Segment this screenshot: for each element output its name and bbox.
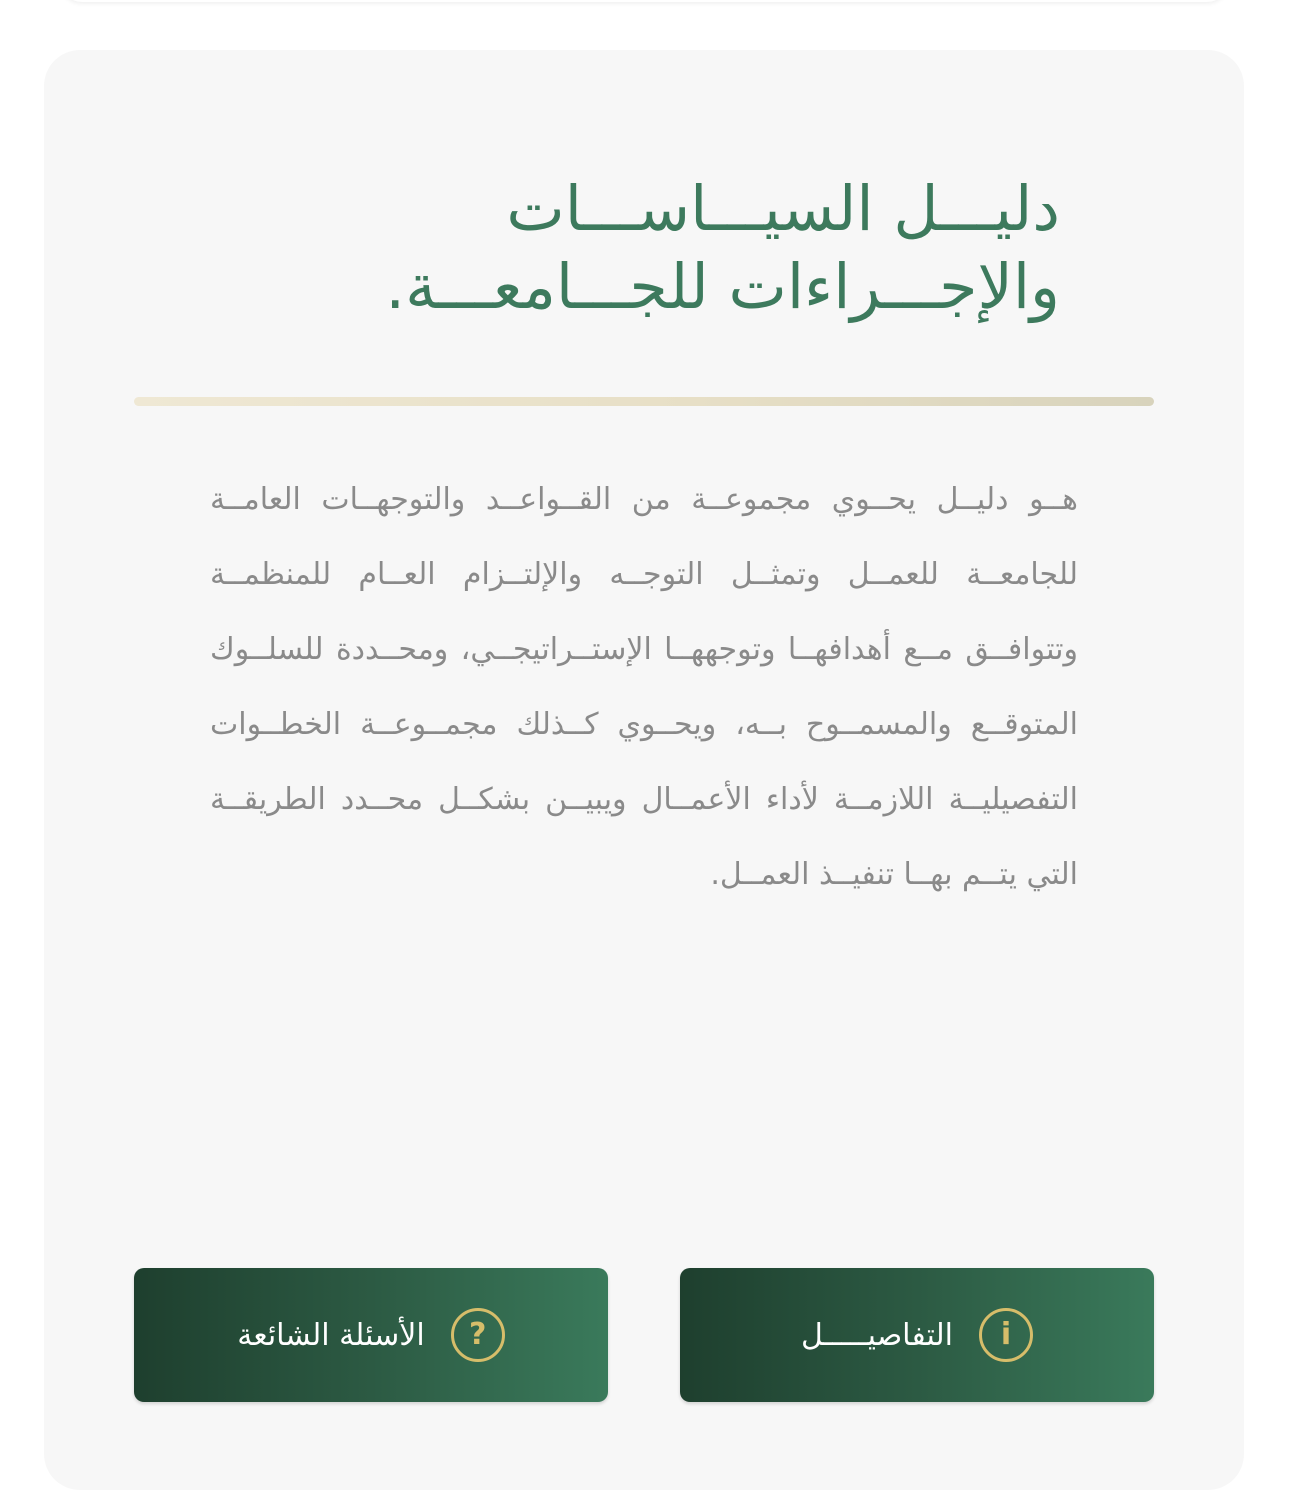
top-card-edge	[60, 0, 1229, 2]
title-divider	[134, 397, 1154, 406]
question-icon: ?	[451, 1308, 505, 1362]
faq-button[interactable]	[134, 1268, 608, 1402]
faq-button-label: الأسئلة الشائعة	[237, 1317, 425, 1353]
details-button[interactable]	[680, 1268, 1154, 1402]
info-icon: i	[979, 1308, 1033, 1362]
page-title: دليـــل السيـــاســـات والإجـــراءات للجـــامعـــة.	[385, 172, 1060, 323]
details-button-label: التفاصيـــــل	[800, 1317, 954, 1353]
guide-description: هــو دليــل يحــوي مجموعــة من القــواعــد والتوجهــات العامــة للجامعــة للعمــل وتمثــل التوجــه والإلتــزام العــام للمنظمــة وتتوافــق مــع أهدافهــا وتوجههــا الإستــراتيجــي، ومحــددة للسلــوك المتوقــع والمسمــوح بــه، ويحــوي كــذلك مجمــوعــة الخطــوات التفصيليــة اللازمــة لأداء الأعمــال ويبيــن بشكــل محــدد الطريقــة التي يتــم بهــا تنفيــذ العمــل.	[210, 482, 1078, 892]
